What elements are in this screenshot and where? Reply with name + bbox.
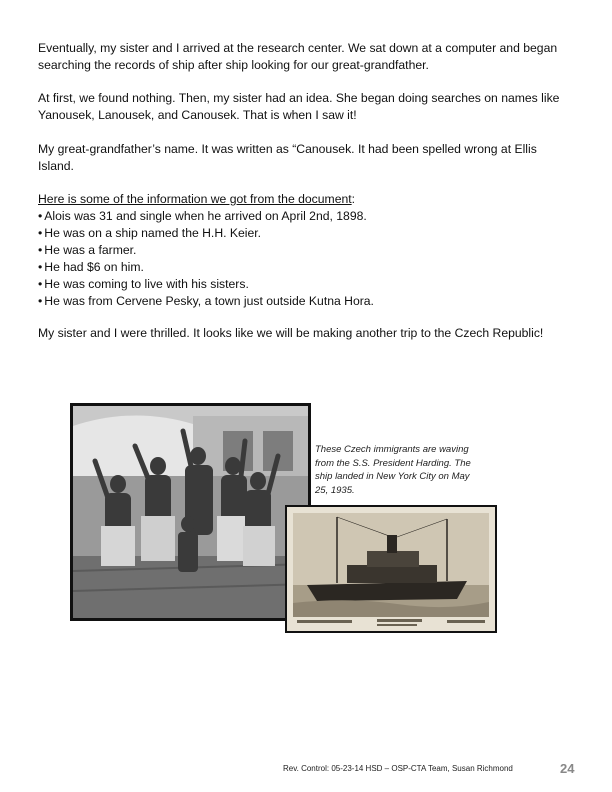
info-heading [38, 191, 355, 208]
photo-caption: These Czech immigrants are waving from the S.S. President Harding. The ship landed in New York City on May 25, 1935. [315, 444, 471, 496]
footer-revision: Rev. Control: 05-23-14 HSD – OSP-CTA Team, Susan Richmond [283, 764, 513, 773]
list-item: • He had $6 on him. [38, 259, 374, 276]
ship-photo [285, 505, 497, 633]
info-heading-colon: : [351, 192, 356, 206]
ship-photo-illustration [287, 507, 495, 631]
info-heading-text: Here is some of the information we got from the document [38, 192, 352, 206]
list-item: • He was from Cervene Pesky, a town just outside Kutna Hora. [38, 293, 374, 310]
page-number: 24 [560, 761, 575, 776]
paragraph-research-center: Eventually, my sister and I arrived at the research center. We sat down at a computer and began searching the records of ship after ship looking for our great-grandfather. [38, 41, 558, 72]
list-item: • He was on a ship named the H.H. Keier. [38, 225, 374, 242]
list-item: • Alois was 31 and single when he arrived on April 2nd, 1898. [38, 208, 374, 225]
paragraph-misspelled-name: My great-grandfather’s name. It was written as “Canousek. It had been spelled wrong at Ellis Island. [38, 142, 537, 173]
paragraph-conclusion: My sister and I were thrilled. It looks like we will be making another trip to the Czech Republic! [38, 326, 544, 340]
immigrants-photo-illustration [73, 406, 308, 618]
paragraph-name-search: At first, we found nothing. Then, my sister had an idea. She began doing searches on names like Yanousek, Lanousek, and Canousek. That is when I saw it! [38, 91, 560, 122]
info-list [38, 208, 374, 310]
immigrants-photo [70, 403, 311, 621]
list-item: • He was a farmer. [38, 242, 374, 259]
list-item: • He was coming to live with his sisters. [38, 276, 374, 293]
